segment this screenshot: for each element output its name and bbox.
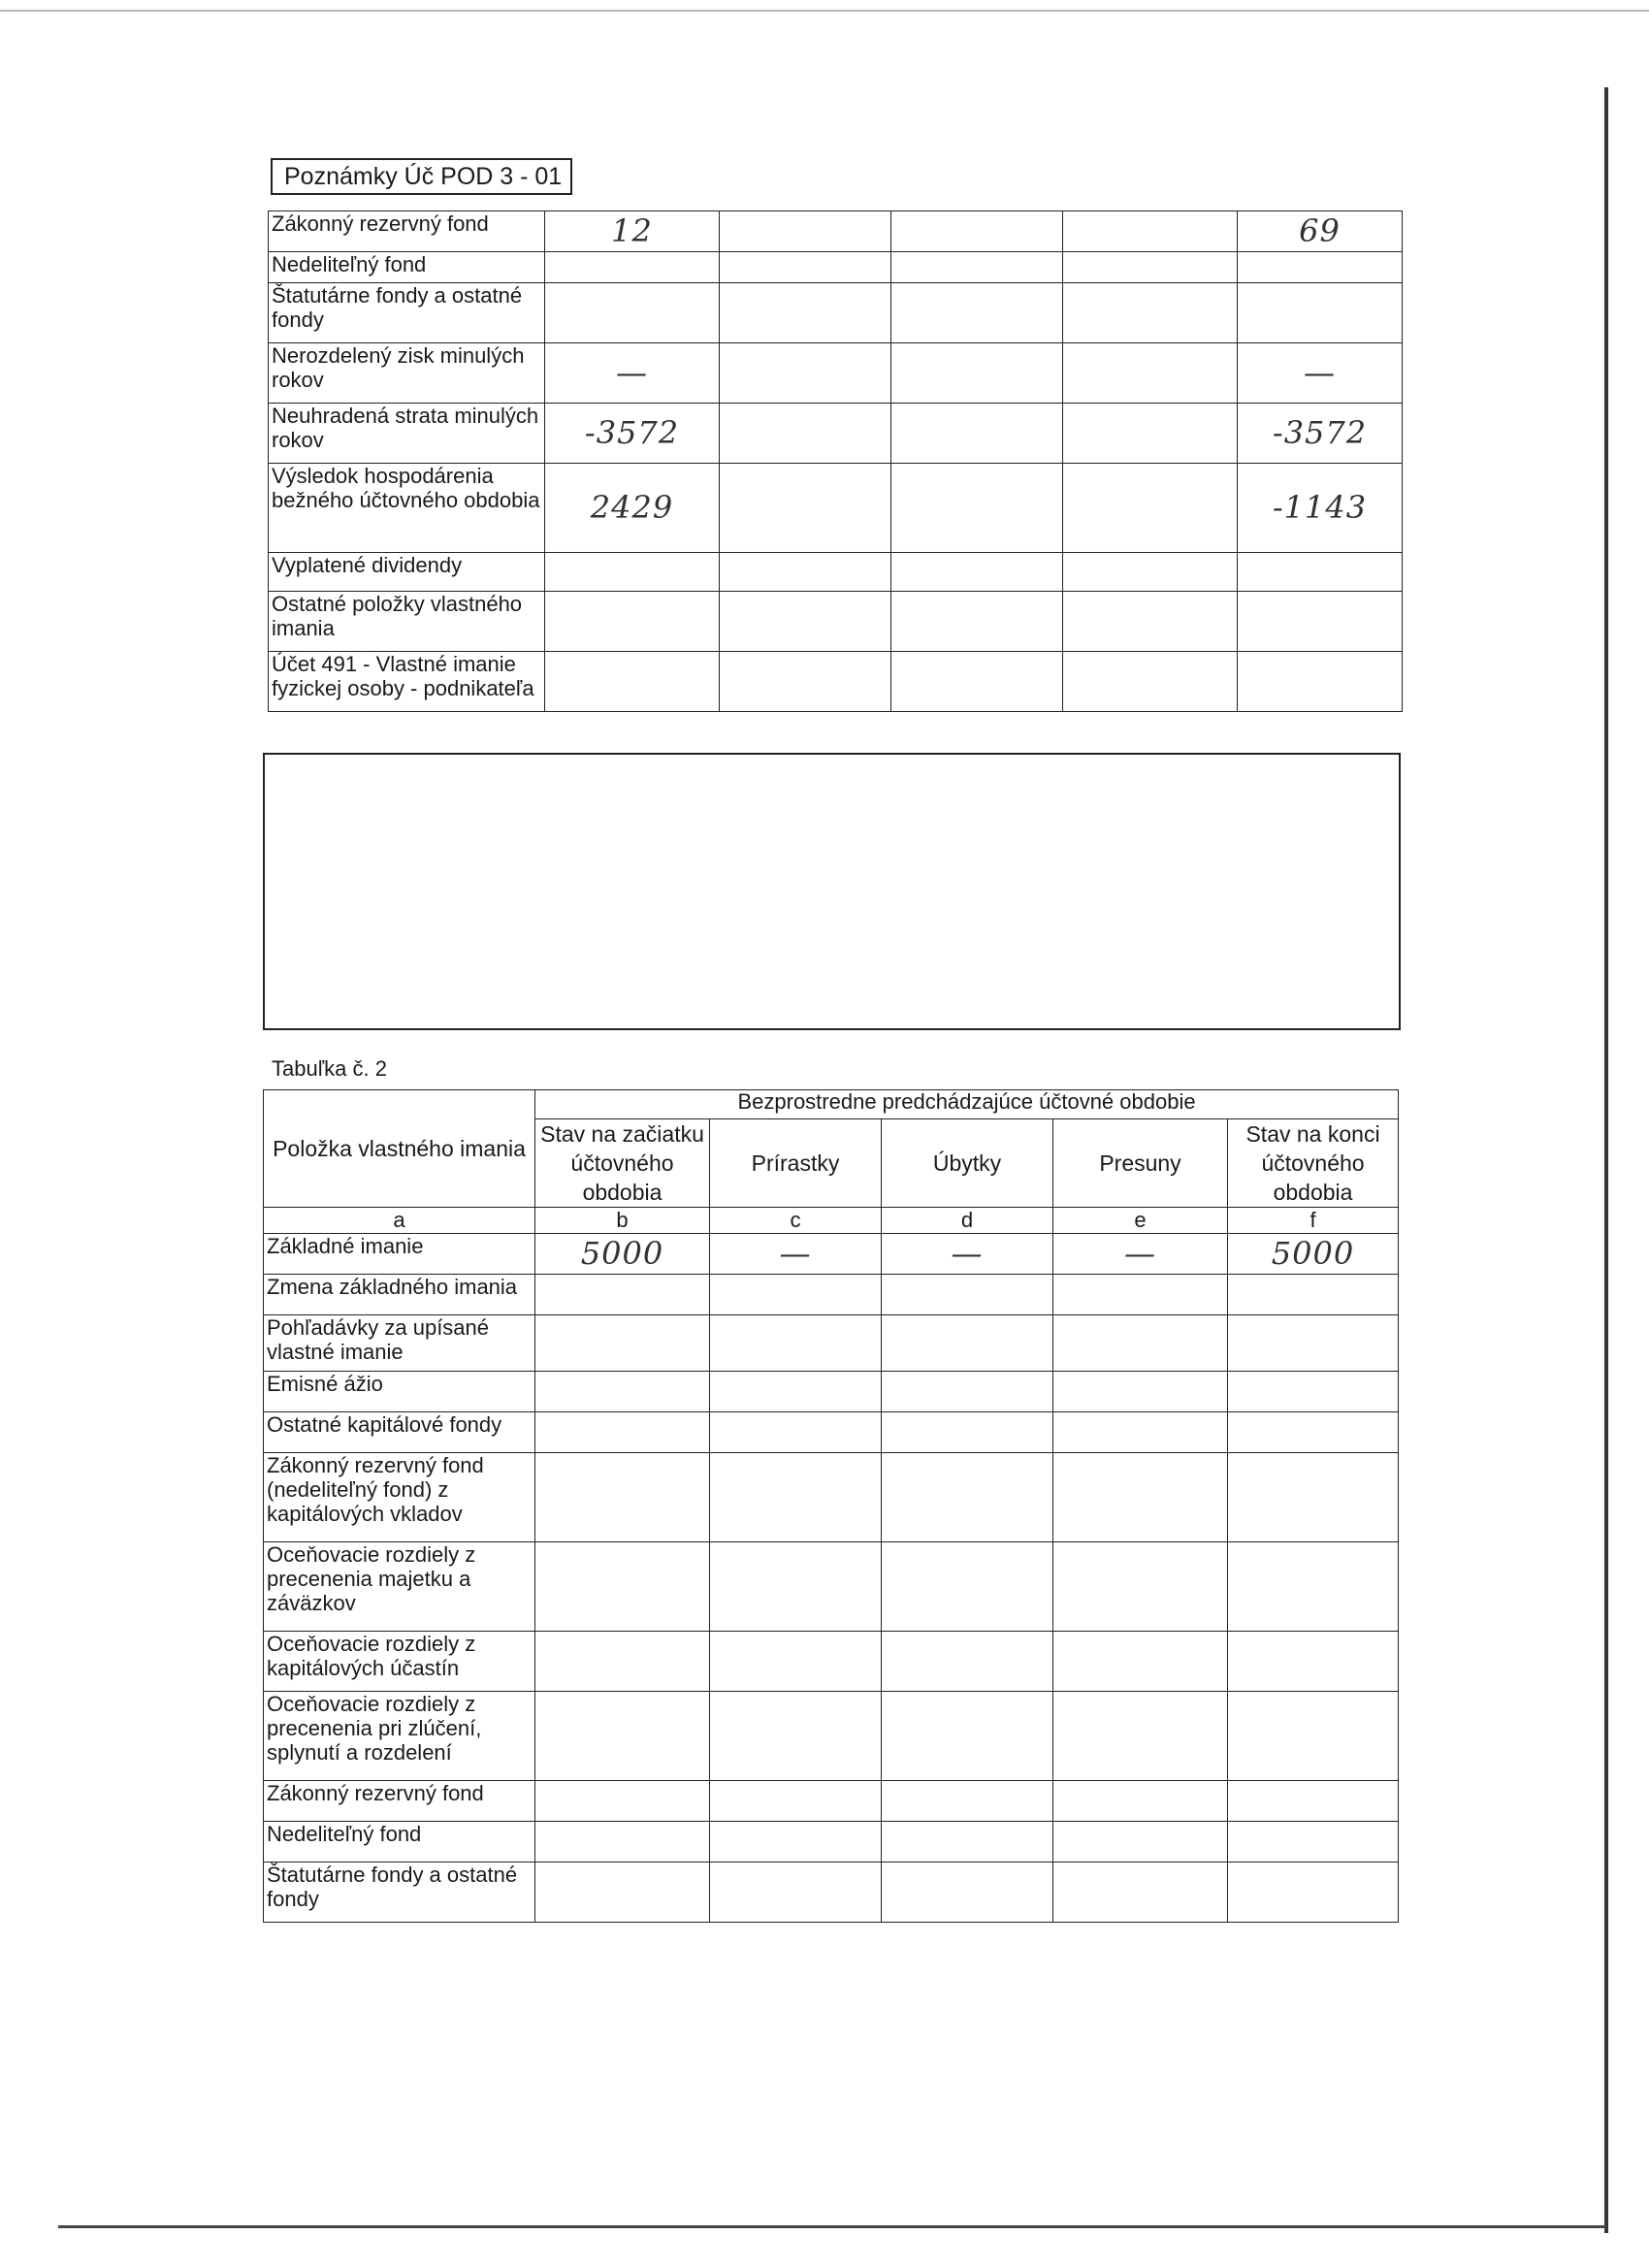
value-cell [710, 1453, 882, 1542]
row-label: Výsledok hospodárenia bežného účtovného obdobia [269, 464, 545, 553]
value-cell [720, 464, 891, 553]
table-row [264, 1692, 1399, 1781]
value-cell [545, 652, 720, 712]
value-cell [545, 283, 720, 343]
value-cell [1238, 553, 1403, 592]
table-row [264, 1542, 1399, 1632]
col-header-transfers: Presuny [1053, 1119, 1228, 1208]
table-row [264, 1781, 1399, 1822]
value-cell [1238, 283, 1403, 343]
value-cell [720, 592, 891, 652]
table-row [269, 553, 1403, 592]
value-cell [891, 652, 1063, 712]
row-label: Emisné ážio [264, 1372, 535, 1412]
equity-table-current [268, 211, 1403, 712]
value-cell [891, 404, 1063, 464]
value-cell [882, 1542, 1053, 1632]
col-header-decreases: Úbytky [882, 1119, 1053, 1208]
value-cell [710, 1315, 882, 1372]
row-label: Účet 491 - Vlastné imanie fyzickej osoby - podnikateľa [269, 652, 545, 712]
col-letter: d [882, 1208, 1053, 1234]
value-cell [710, 1632, 882, 1692]
value-cell [1228, 1632, 1399, 1692]
value-cell [720, 404, 891, 464]
value-cell [882, 1315, 1053, 1372]
value-cell [545, 252, 720, 283]
value-cell [535, 1822, 710, 1863]
scan-edge-bottom [58, 2225, 1606, 2228]
row-label: Nedeliteľný fond [269, 252, 545, 283]
value-cell: 12 [545, 211, 720, 252]
value-cell [1228, 1453, 1399, 1542]
value-cell: — [1238, 343, 1403, 404]
table-row [264, 1315, 1399, 1372]
table-row [269, 464, 1403, 553]
value-cell [1063, 211, 1238, 252]
value-cell [891, 464, 1063, 553]
value-cell [1063, 553, 1238, 592]
table-row [269, 343, 1403, 404]
item-header: Položka vlastného imania [264, 1090, 535, 1208]
scan-edge-top [0, 10, 1649, 12]
value-cell [710, 1542, 882, 1632]
value-cell [720, 652, 891, 712]
table-row [264, 1822, 1399, 1863]
value-cell [882, 1822, 1053, 1863]
table-row [269, 211, 1403, 252]
table-row [264, 1453, 1399, 1542]
table-row [264, 1863, 1399, 1923]
row-label: Zmena základného imania [264, 1275, 535, 1315]
value-cell [1228, 1863, 1399, 1923]
table-row [269, 283, 1403, 343]
value-cell [1238, 252, 1403, 283]
value-cell: — [710, 1234, 882, 1275]
value-cell [1053, 1315, 1228, 1372]
col-header-start: Stav na začiatku účtovného obdobia [535, 1119, 710, 1208]
value-cell [1053, 1542, 1228, 1632]
value-cell [535, 1692, 710, 1781]
value-cell [882, 1863, 1053, 1923]
row-label: Zákonný rezervný fond [264, 1781, 535, 1822]
value-cell [535, 1781, 710, 1822]
col-header-increases: Prírastky [710, 1119, 882, 1208]
value-cell [891, 252, 1063, 283]
row-label: Vyplatené dividendy [269, 553, 545, 592]
value-cell: -3572 [1238, 404, 1403, 464]
value-cell [535, 1275, 710, 1315]
row-label: Ostatné kapitálové fondy [264, 1412, 535, 1453]
value-cell [891, 553, 1063, 592]
table-row [269, 252, 1403, 283]
table-row [269, 592, 1403, 652]
value-cell [882, 1692, 1053, 1781]
col-letter: e [1053, 1208, 1228, 1234]
value-cell [1063, 252, 1238, 283]
value-cell [1228, 1692, 1399, 1781]
row-label: Nerozdelený zisk minulých rokov [269, 343, 545, 404]
value-cell [710, 1781, 882, 1822]
value-cell [535, 1372, 710, 1412]
value-cell [882, 1275, 1053, 1315]
value-cell [710, 1412, 882, 1453]
value-cell [720, 343, 891, 404]
value-cell [535, 1412, 710, 1453]
value-cell [1228, 1372, 1399, 1412]
value-cell [1053, 1412, 1228, 1453]
form-id-label: Poznámky Úč POD 3 - 01 [271, 158, 572, 195]
value-cell [1053, 1822, 1228, 1863]
value-cell [535, 1315, 710, 1372]
col-letter: c [710, 1208, 882, 1234]
value-cell [720, 211, 891, 252]
value-cell: 69 [1238, 211, 1403, 252]
value-cell [1053, 1781, 1228, 1822]
value-cell [891, 283, 1063, 343]
value-cell [1053, 1453, 1228, 1542]
row-label: Základné imanie [264, 1234, 535, 1275]
value-cell [535, 1542, 710, 1632]
col-letter: f [1228, 1208, 1399, 1234]
value-cell [1053, 1275, 1228, 1315]
value-cell [710, 1275, 882, 1315]
value-cell [1063, 464, 1238, 553]
value-cell: — [545, 343, 720, 404]
value-cell [882, 1632, 1053, 1692]
equity-table-previous [263, 1089, 1399, 1923]
table-row [269, 404, 1403, 464]
row-label: Zákonný rezervný fond (nedeliteľný fond) z kapitálových vkladov [264, 1453, 535, 1542]
row-label: Štatutárne fondy a ostatné fondy [264, 1863, 535, 1923]
value-cell [1238, 592, 1403, 652]
value-cell [891, 592, 1063, 652]
value-cell [1053, 1692, 1228, 1781]
value-cell [1228, 1822, 1399, 1863]
row-label: Neuhradená strata minulých rokov [269, 404, 545, 464]
value-cell [1228, 1542, 1399, 1632]
value-cell [535, 1453, 710, 1542]
row-label: Zákonný rezervný fond [269, 211, 545, 252]
value-cell: — [882, 1234, 1053, 1275]
row-label: Pohľadávky za upísané vlastné imanie [264, 1315, 535, 1372]
value-cell [720, 283, 891, 343]
value-cell [710, 1822, 882, 1863]
value-cell: — [1053, 1234, 1228, 1275]
value-cell [1053, 1863, 1228, 1923]
notes-box [263, 753, 1401, 1030]
value-cell [720, 553, 891, 592]
row-label: Oceňovacie rozdiely z precenenia pri zlúčení, splynutí a rozdelení [264, 1692, 535, 1781]
row-label: Oceňovacie rozdiely z kapitálových účastín [264, 1632, 535, 1692]
col-letter: b [535, 1208, 710, 1234]
col-letter: a [264, 1208, 535, 1234]
value-cell [1228, 1781, 1399, 1822]
value-cell: 5000 [1228, 1234, 1399, 1275]
value-cell [1063, 404, 1238, 464]
row-label: Oceňovacie rozdiely z precenenia majetku a záväzkov [264, 1542, 535, 1632]
value-cell [535, 1863, 710, 1923]
value-cell [535, 1632, 710, 1692]
value-cell [1228, 1315, 1399, 1372]
value-cell [1228, 1412, 1399, 1453]
value-cell [1063, 592, 1238, 652]
col-header-end: Stav na konci účtovného obdobia [1228, 1119, 1399, 1208]
value-cell [1063, 652, 1238, 712]
value-cell [710, 1372, 882, 1412]
row-label: Ostatné položky vlastného imania [269, 592, 545, 652]
scan-edge-right [1604, 87, 1608, 2233]
value-cell [882, 1453, 1053, 1542]
value-cell [891, 211, 1063, 252]
table-row [264, 1372, 1399, 1412]
table-row [264, 1234, 1399, 1275]
value-cell: -3572 [545, 404, 720, 464]
table-caption: Tabuľka č. 2 [272, 1056, 387, 1081]
value-cell [1063, 283, 1238, 343]
value-cell [1063, 343, 1238, 404]
value-cell [1228, 1275, 1399, 1315]
value-cell [710, 1863, 882, 1923]
value-cell [1053, 1632, 1228, 1692]
value-cell [891, 343, 1063, 404]
value-cell [882, 1372, 1053, 1412]
value-cell: -1143 [1238, 464, 1403, 553]
value-cell: 2429 [545, 464, 720, 553]
group-header: Bezprostredne predchádzajúce účtovné obdobie [535, 1090, 1399, 1119]
value-cell [710, 1692, 882, 1781]
value-cell [545, 553, 720, 592]
value-cell [720, 252, 891, 283]
table-row [264, 1632, 1399, 1692]
table-row [269, 652, 1403, 712]
value-cell [1053, 1372, 1228, 1412]
value-cell [882, 1781, 1053, 1822]
table-row [264, 1412, 1399, 1453]
value-cell [545, 592, 720, 652]
value-cell: 5000 [535, 1234, 710, 1275]
value-cell [882, 1412, 1053, 1453]
table-row [264, 1275, 1399, 1315]
row-label: Nedeliteľný fond [264, 1822, 535, 1863]
row-label: Štatutárne fondy a ostatné fondy [269, 283, 545, 343]
value-cell [1238, 652, 1403, 712]
